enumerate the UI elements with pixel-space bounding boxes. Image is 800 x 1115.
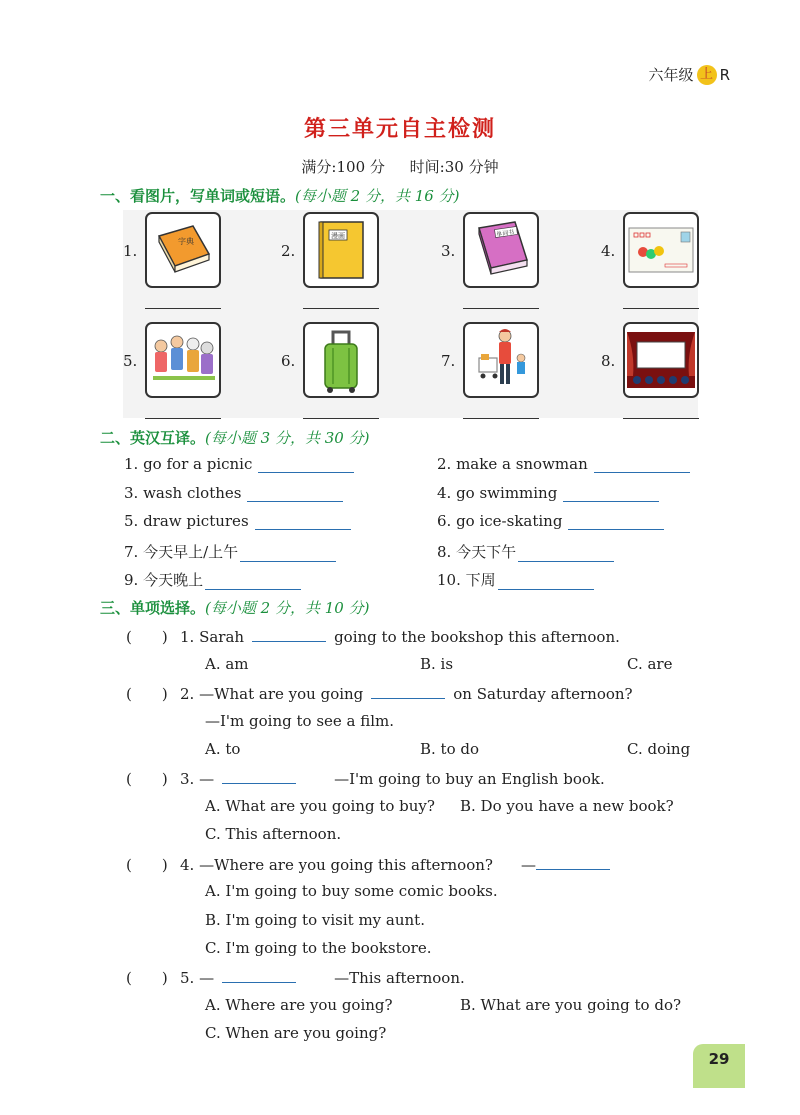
visit-grandparents-icon [145,322,221,398]
question-text: on Saturday afternoon? [453,685,633,703]
item-text: 2. make a snowman [437,455,588,473]
term-badge: 上 [697,65,717,85]
answer-blank[interactable] [518,546,614,562]
item-number: 8. [601,352,616,370]
answer-parentheses[interactable]: ( ) [126,856,168,874]
answer-blank[interactable] [563,486,659,502]
page-title: 第三单元自主检测 [303,117,496,142]
item-text: 7. 今天早上/上午 [124,543,239,561]
question-reply: —I'm going to see a film. [205,712,395,730]
question-text: 1. Sarah [180,628,245,646]
answer-line[interactable] [463,308,539,309]
option-b[interactable]: B. Do you have a new book? [460,797,674,815]
answer-blank[interactable] [247,486,343,502]
answer-blank[interactable] [536,854,610,870]
question-text: 4. —Where are you going this afternoon? [180,856,493,874]
grade-text: 六年级 [648,66,694,84]
question-2 [180,683,633,703]
option-a[interactable]: A. am [205,655,249,673]
picture-item [601,212,741,312]
translation-item [124,512,351,530]
comic-book-icon [303,212,379,288]
section-3-note: (每小题 2 分，共 10 分) [205,599,370,617]
postcard-icon [623,212,699,288]
book-label: 单词书 [495,228,515,239]
item-text: 1. go for a picnic [124,455,253,473]
question-text: going to the bookshop this afternoon. [334,628,620,646]
question-text: — [520,856,536,874]
item-text: 8. 今天下午 [437,543,517,561]
option-c[interactable]: C. doing [627,740,691,758]
answer-parentheses[interactable]: ( ) [126,628,168,646]
picture-item [441,212,581,312]
item-text: 9. 今天晚上 [124,571,204,589]
answer-parentheses[interactable]: ( ) [126,969,168,987]
translation-item [124,455,354,473]
section-2-title: 二、英汉互译。 [100,429,206,447]
option-c[interactable]: C. I'm going to the bookstore. [205,939,432,957]
question-5 [180,967,465,987]
question-text: 5. — [180,969,215,987]
section-1-title: 一、看图片，写单词或短语。 [100,187,296,205]
book-label: 字典 [178,237,194,246]
picture-item [441,322,581,422]
option-b[interactable]: B. I'm going to visit my aunt. [205,911,425,929]
answer-blank[interactable] [222,967,296,983]
picture-item [601,322,741,422]
exam-meta [0,156,800,177]
time-limit: 时间:30 分钟 [409,158,499,176]
question-1 [180,626,620,646]
translation-item [124,541,336,562]
supermarket-shopping-icon [463,322,539,398]
answer-blank[interactable] [252,626,326,642]
translation-item [437,484,659,502]
answer-blank[interactable] [255,514,351,530]
option-a[interactable]: A. What are you going to buy? [205,797,435,815]
page-number: 29 [693,1044,745,1088]
translation-item [437,455,690,473]
grade-label [649,64,730,85]
full-score: 满分:100 分 [301,158,385,176]
suitcase-icon [303,322,379,398]
question-text: —This afternoon. [334,969,465,987]
answer-blank[interactable] [222,768,296,784]
question-3 [180,768,605,788]
item-number: 1. [123,242,138,260]
picture-panel [123,210,698,418]
question-text: 3. — [180,770,215,788]
word-book-icon [463,212,539,288]
section-2-note: (每小题 3 分，共 30 分) [205,429,370,447]
section-1-heading [100,185,459,206]
answer-parentheses[interactable]: ( ) [126,685,168,703]
section-1-note: (每小题 2 分，共 16 分) [295,187,460,205]
edition-letter: R [719,65,730,84]
answer-blank[interactable] [594,457,690,473]
translation-item [437,541,614,562]
translation-item [437,512,664,530]
picture-item [281,212,421,312]
option-c[interactable]: C. are [627,655,673,673]
answer-blank[interactable] [205,574,301,590]
answer-blank[interactable] [258,457,354,473]
item-number: 5. [123,352,138,370]
translation-item [124,569,301,590]
item-text: 3. wash clothes [124,484,242,502]
answer-line[interactable] [145,418,221,419]
option-c[interactable]: C. This afternoon. [205,825,342,843]
answer-blank[interactable] [240,546,336,562]
item-text: 6. go ice-skating [437,512,563,530]
item-number: 4. [601,242,616,260]
option-b[interactable]: B. What are you going to do? [460,996,682,1014]
question-text: 2. —What are you going [180,685,364,703]
dictionary-book-icon [145,212,221,288]
item-text: 4. go swimming [437,484,558,502]
option-a[interactable]: A. Where are you going? [205,996,393,1014]
question-text: —I'm going to buy an English book. [334,770,605,788]
cinema-icon [623,322,699,398]
section-2-heading [100,427,369,448]
section-3-title: 三、单项选择。 [100,599,206,617]
question-4 [180,854,618,874]
option-a[interactable]: A. I'm going to buy some comic books. [205,882,498,900]
answer-line[interactable] [623,308,699,309]
answer-line[interactable] [623,418,699,419]
answer-parentheses[interactable]: ( ) [126,770,168,788]
answer-line[interactable] [303,418,379,419]
answer-blank[interactable] [568,514,664,530]
option-a[interactable]: A. to [205,740,241,758]
answer-blank[interactable] [498,574,594,590]
translation-item [124,484,343,502]
option-b[interactable]: B. to do [420,740,480,758]
item-number: 6. [281,352,296,370]
answer-line[interactable] [303,308,379,309]
item-number: 7. [441,352,456,370]
section-3-heading [100,597,369,618]
item-number: 3. [441,242,456,260]
picture-item [281,322,421,422]
item-text: 10. 下周 [437,571,496,589]
option-b[interactable]: B. is [420,655,454,673]
item-number: 2. [281,242,296,260]
translation-item [437,569,594,590]
item-text: 5. draw pictures [124,512,249,530]
picture-item [123,212,263,312]
answer-line[interactable] [145,308,221,309]
answer-line[interactable] [463,418,539,419]
option-c[interactable]: C. When are you going? [205,1024,387,1042]
book-label: 漫画 [331,232,345,240]
picture-item [123,322,263,422]
answer-blank[interactable] [371,683,445,699]
